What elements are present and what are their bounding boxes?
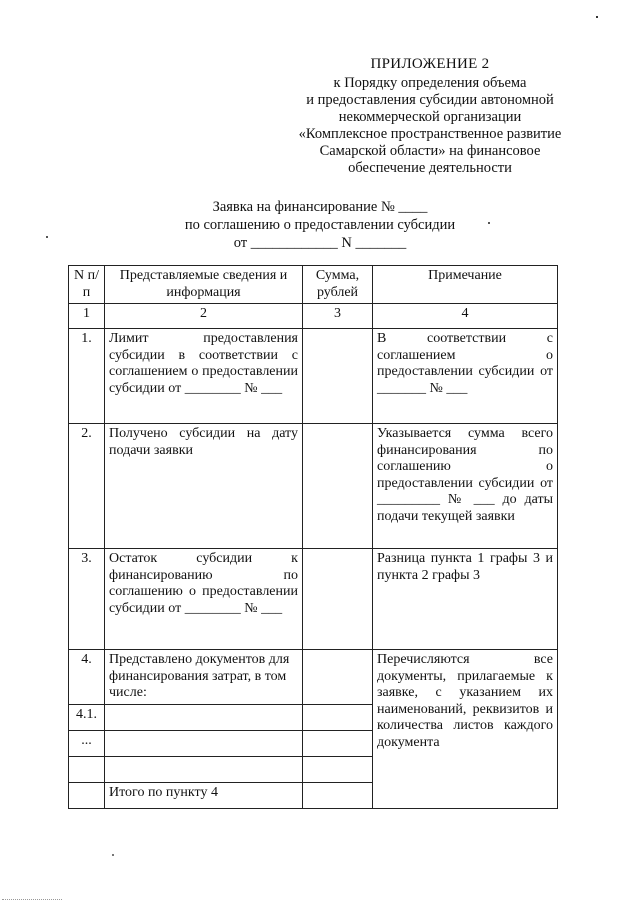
col-number: 4 <box>373 304 558 329</box>
subrow-info <box>105 731 303 757</box>
row-sum <box>303 549 373 650</box>
appendix-line: обеспечение деятельности <box>348 160 512 176</box>
header-num: N п/п <box>69 266 105 304</box>
scan-edge-mark <box>2 899 62 901</box>
row-num: 1. <box>69 329 105 424</box>
col-number: 3 <box>303 304 373 329</box>
col-number: 2 <box>105 304 303 329</box>
row-sum <box>303 650 373 705</box>
row-sum <box>303 329 373 424</box>
appendix-line: Самарской области» на финансовое <box>319 143 541 159</box>
row-num: 4. <box>69 650 105 705</box>
row-info: Получено субсидии на дату подачи заявки <box>105 424 303 549</box>
financing-table <box>68 265 558 809</box>
row-note: В соответствии с соглашением о предоставлении субсидии от _______ № ___ <box>373 329 558 424</box>
request-line-1: Заявка на финансирование № ____ <box>212 199 428 215</box>
header-sum: Сумма, рублей <box>303 266 373 304</box>
appendix-line: к Порядку определения объема <box>333 75 527 91</box>
row-note: Разница пункта 1 графы 3 и пункта 2 графы 3 <box>373 549 558 650</box>
appendix-line: «Комплексное пространственное развитие <box>298 126 562 142</box>
request-title <box>140 198 500 252</box>
request-line-3: от ____________ N _______ <box>233 235 407 251</box>
subrow-num <box>69 757 105 783</box>
subrow-sum <box>303 705 373 731</box>
appendix-title: ПРИЛОЖЕНИЕ 2 <box>370 56 490 72</box>
subrow-sum <box>303 757 373 783</box>
row-sum <box>303 424 373 549</box>
table-row <box>69 329 558 424</box>
row-info: Лимит предоставления субсидии в соответствии с соглашением о предоставлении субсидии от ________ № ___ <box>105 329 303 424</box>
row-info: Остаток субсидии к финансированию по соглашению о предоставлении субсидии от ________ № ___ <box>105 549 303 650</box>
scan-speck <box>596 16 598 18</box>
appendix-header <box>270 56 590 177</box>
row-note: Указывается сумма всего финансирования по соглашению о предоставлении субсидии от _________ № ___ до даты подачи текущей заявки <box>373 424 558 549</box>
request-line-2: по соглашению о предоставлении субсидии <box>184 217 456 233</box>
table-row <box>69 549 558 650</box>
subrow-info <box>105 705 303 731</box>
scan-speck <box>46 236 48 238</box>
scan-speck <box>488 222 490 224</box>
subrow-num: ... <box>69 731 105 757</box>
subrow-sum <box>303 783 373 809</box>
table-header-row <box>69 266 558 304</box>
col-number: 1 <box>69 304 105 329</box>
subrow-num: 4.1. <box>69 705 105 731</box>
column-number-row <box>69 304 558 329</box>
subrow-num <box>69 783 105 809</box>
row-note: Перечисляются все документы, прилагаемые к заявке, с указанием их наименований, реквизитов и количества листов каждого документа <box>373 650 558 809</box>
appendix-line: и предоставления субсидии автономной <box>306 92 554 108</box>
row-num: 2. <box>69 424 105 549</box>
header-info: Представляемые сведения и информация <box>105 266 303 304</box>
appendix-line: некоммерческой организации <box>338 109 522 125</box>
row-info: Представлено документов для финансирования затрат, в том числе: <box>105 650 303 705</box>
header-note: Примечание <box>373 266 558 304</box>
subrow-info <box>105 757 303 783</box>
subrow-info-total: Итого по пункту 4 <box>105 783 303 809</box>
table-row <box>69 424 558 549</box>
row-num: 3. <box>69 549 105 650</box>
table-row <box>69 650 558 705</box>
subrow-sum <box>303 731 373 757</box>
scan-speck <box>112 854 114 856</box>
